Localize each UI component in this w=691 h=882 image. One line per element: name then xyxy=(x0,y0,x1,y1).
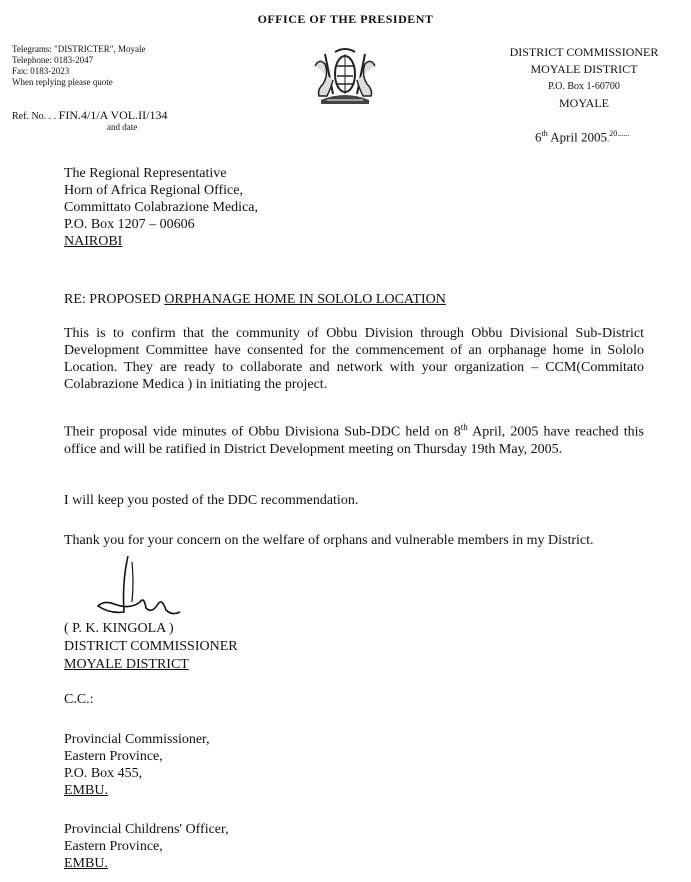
paragraph-3: I will keep you posted of the DDC recommendation. xyxy=(64,493,359,508)
fax-line: Fax: 0183-2023 xyxy=(12,66,70,76)
paragraph-1: This is to confirm that the community of Obbu Division through Obbu Divisional Sub-District Development Committee have consented for the commencement of an orphanage home in Sololo Location. They are ready to collaborate and network with your organization – CCM(Commitato Colabrazione Medica ) in initiating the project. xyxy=(64,326,644,392)
subject-prefix: RE: PROPOSED xyxy=(64,292,165,307)
recipient-line-4: P.O. Box 1207 – 00606 xyxy=(64,217,195,232)
paragraph-2-sup: th xyxy=(460,422,468,432)
signatory-name: ( P. K. KINGOLA ) xyxy=(64,621,174,636)
when-replying-line: When replying please quote xyxy=(12,77,113,87)
cc-recipient-1 xyxy=(64,731,210,799)
paragraph-4: Thank you for your concern on the welfare of orphans and vulnerable members in my District. xyxy=(64,533,594,548)
telegrams-line: Telegrams: "DISTRICTER", Moyale xyxy=(12,44,146,54)
cc2-line-3: EMBU. xyxy=(64,856,108,871)
date-trail: 20...... xyxy=(609,129,630,138)
coat-of-arms-icon xyxy=(305,44,385,111)
letter-date: 6th April 2005.$^{20......}$ xyxy=(535,129,630,145)
cc2-line-1: Provincial Childrens' Officer, xyxy=(64,822,229,837)
sender-address xyxy=(489,44,679,112)
cc2-line-2: Eastern Province, xyxy=(64,839,163,854)
sender-title: DISTRICT COMMISSIONER xyxy=(509,45,659,59)
signatory-block xyxy=(64,620,238,674)
recipient-line-3: Committato Colabrazione Medica, xyxy=(64,200,259,215)
paragraph-2 xyxy=(64,419,644,458)
signatory-district: MOYALE DISTRICT xyxy=(64,657,189,672)
office-title: OFFICE OF THE PRESIDENT xyxy=(257,12,434,26)
date-rest: April 2005 xyxy=(550,129,607,145)
paragraph-2-b: April, 2005 have reached this office and will be ratified in District Development meeting on Thursday 19th May, 2005. xyxy=(64,424,644,457)
sender-pobox: P.O. Box 1-60700 xyxy=(548,81,620,92)
recipient-line-5: NAIROBI xyxy=(64,234,123,249)
date-day: 6 xyxy=(535,129,542,145)
telephone-line: Telephone: 0183-2047 xyxy=(12,55,94,65)
recipient-line-2: Horn of Africa Regional Office, xyxy=(64,183,243,198)
subject-line xyxy=(64,292,446,308)
cc1-line-4: EMBU. xyxy=(64,783,108,798)
and-date-label: and date xyxy=(107,122,138,132)
paragraph-2-a: Their proposal vide minutes of Obbu Divisiona Sub-DDC held on 8 xyxy=(64,424,461,440)
recipient-line-1: The Regional Representative xyxy=(64,166,227,181)
sender-district: MOYALE DISTRICT xyxy=(530,62,638,76)
sender-town: MOYALE xyxy=(559,96,609,110)
cc-recipient-2 xyxy=(64,821,229,872)
cc1-line-1: Provincial Commissioner, xyxy=(64,732,210,747)
cc-label: C.C.: xyxy=(64,692,94,707)
date-suffix: th xyxy=(541,129,548,138)
cc1-line-3: P.O. Box 455, xyxy=(64,766,143,781)
contact-block xyxy=(12,44,145,88)
cc1-line-2: Eastern Province, xyxy=(64,749,163,764)
subject-title: ORPHANAGE HOME IN SOLOLO LOCATION xyxy=(164,292,446,307)
ref-label: Ref. No. xyxy=(12,111,47,122)
ref-number: FIN.4/1/A VOL.II/134 xyxy=(58,108,168,122)
recipient-address xyxy=(64,165,258,250)
signatory-title: DISTRICT COMMISSIONER xyxy=(64,639,238,654)
reference-line: Ref. No. . . FIN.4/1/A VOL.II/134 xyxy=(12,108,168,122)
